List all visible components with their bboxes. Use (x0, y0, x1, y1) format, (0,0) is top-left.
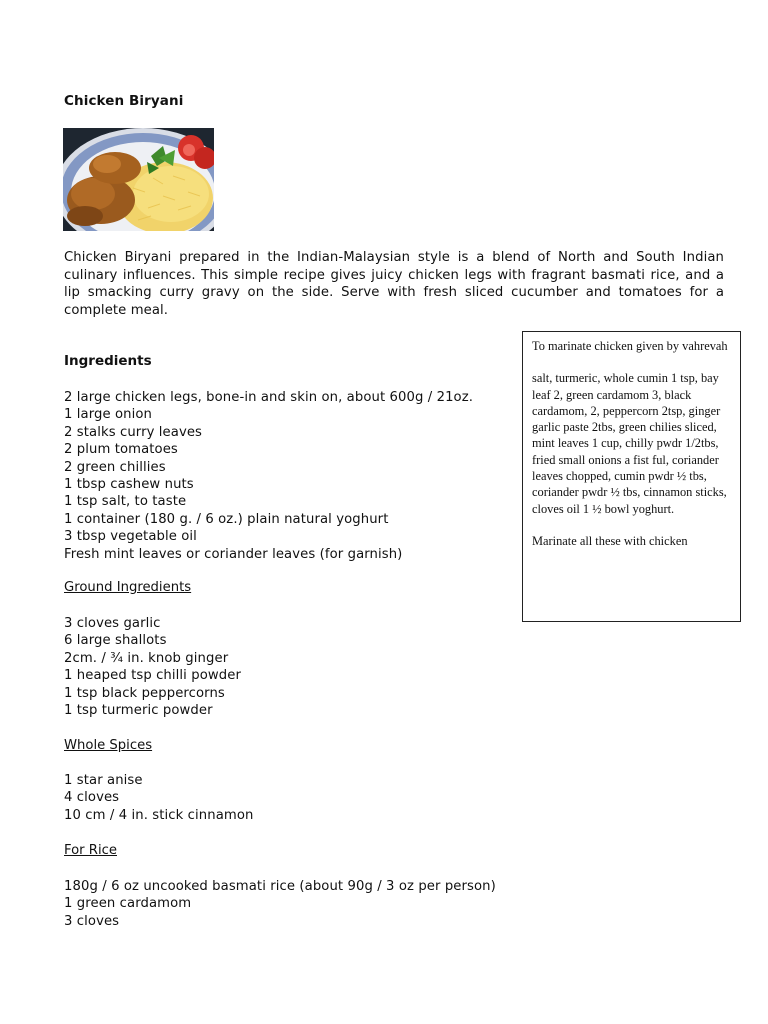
intro-paragraph: Chicken Biryani prepared in the Indian-Malaysian style is a blend of North and South Indian culinary influences. This simple recipe gives juicy chicken legs with fragrant basmati rice, and a lip smacking curry gravy on the side. Serve with fresh sliced cucumber and tomatoes for a complete meal. (64, 250, 724, 318)
list-item: 1 container (180 g. / 6 oz.) plain natural yoghurt (64, 511, 389, 527)
list-item: 1 heaped tsp chilli powder (64, 668, 241, 684)
list-item: 3 tbsp vegetable oil (64, 529, 197, 545)
list-item: 1 tsp black peppercorns (64, 685, 225, 701)
list-item: 2 green chillies (64, 459, 166, 475)
ground-ingredients-heading: Ground Ingredients (64, 580, 192, 595)
ingredients-list (64, 389, 473, 563)
list-item: 10 cm / 4 in. stick cinnamon (64, 807, 254, 823)
list-item: 180g / 6 oz uncooked basmati rice (about 90g / 3 oz per person) (64, 879, 496, 894)
list-item: Fresh mint leaves or coriander leaves (for garnish) (64, 546, 403, 562)
list-item: 2cm. / ¾ in. knob ginger (64, 650, 229, 666)
list-item: 3 cloves (64, 913, 120, 929)
note-footer: Marinate all these with chicken (532, 533, 688, 548)
list-item: 1 star anise (64, 773, 143, 788)
whole-spices-heading: Whole Spices (64, 738, 153, 753)
list-item: 2 plum tomatoes (64, 442, 178, 458)
list-item: 2 stalks curry leaves (64, 424, 203, 440)
page-title: Chicken Biryani (64, 93, 184, 109)
list-item: 2 large chicken legs, bone-in and skin on, about 600g / 21oz. (64, 390, 474, 405)
for-rice-heading: For Rice (64, 843, 117, 858)
note-body: salt, turmeric, whole cumin 1 tsp, bay leaf 2, green cardamom 3, black cardamom, 2, peppercorn 2tsp, ginger garlic paste 2tbs, green chilies sliced, mint leaves 1 cup, chilly pwdr 1/2tbs, fried small onions a fist ful, coriander leaves chopped, cumin pwdr ½ tbs, coriander pwdr ½ tbs, cinnamon sticks, cloves oil 1 ½ bowl yoghurt. (532, 371, 727, 516)
list-item: 1 tbsp cashew nuts (64, 477, 194, 493)
list-item: 1 tsp turmeric powder (64, 703, 213, 719)
note-heading: To marinate chicken given by vahrevah (532, 339, 728, 353)
ingredients-heading: Ingredients (64, 353, 152, 369)
list-item: 4 cloves (64, 790, 120, 806)
list-item: 1 tsp salt, to taste (64, 494, 187, 510)
list-item: 1 large onion (64, 407, 153, 423)
list-item: 6 large shallots (64, 633, 167, 649)
list-item: 1 green cardamom (64, 896, 192, 912)
whole-spices-list (64, 772, 253, 824)
list-item: 3 cloves garlic (64, 616, 161, 631)
biryani-photo-icon (63, 128, 214, 231)
rice-list (64, 878, 496, 930)
marinade-note-box (522, 331, 741, 622)
ground-ingredients-list (64, 615, 241, 719)
